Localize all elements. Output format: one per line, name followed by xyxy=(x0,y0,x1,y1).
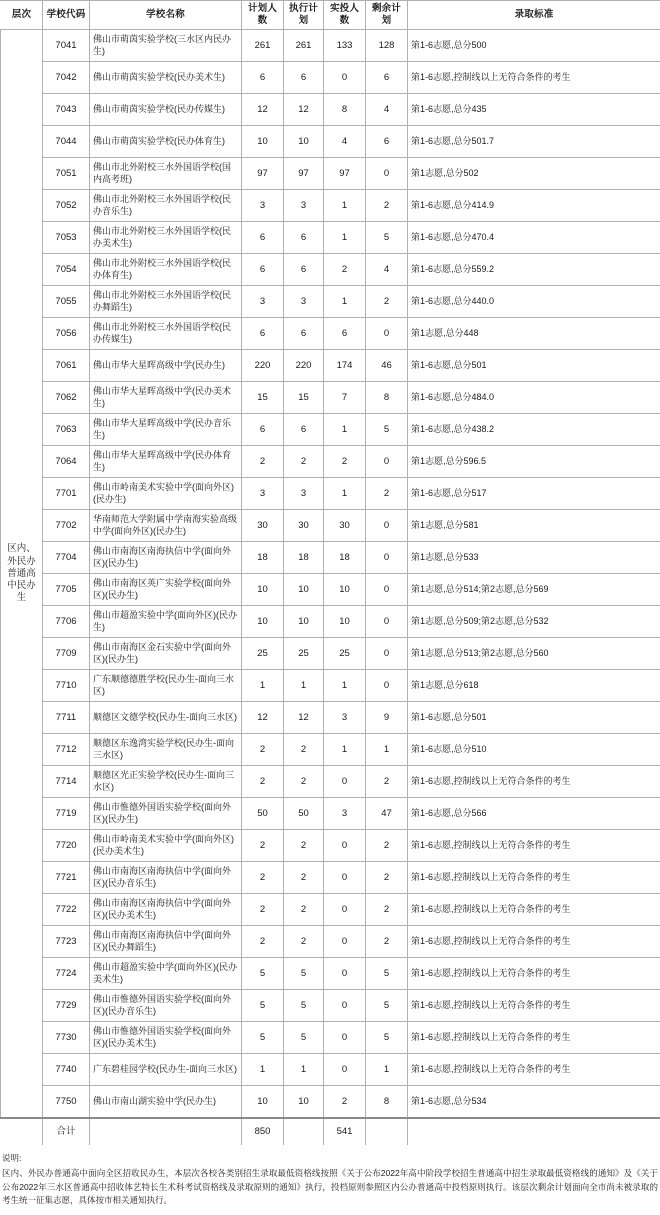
school-name-cell: 佛山市萌茵实验学校(民办体育生) xyxy=(90,126,242,158)
exec-plan-cell: 18 xyxy=(284,542,324,574)
school-code-cell: 7056 xyxy=(43,318,90,350)
table-row xyxy=(1,190,660,222)
admission-criteria-cell: 第1-6志愿,控制线以上无符合条件的考生 xyxy=(408,830,660,862)
school-name-cell: 佛山市惟德外国语实验学校(面向外区)(民办音乐生) xyxy=(90,990,242,1022)
school-code-cell: 7750 xyxy=(43,1086,90,1119)
actual-count-cell: 0 xyxy=(324,926,366,958)
actual-count-cell: 10 xyxy=(324,606,366,638)
exec-plan-cell: 2 xyxy=(284,862,324,894)
admission-criteria-cell: 第1-6志愿,总分517 xyxy=(408,478,660,510)
admission-criteria-cell: 第1-6志愿,总分438.2 xyxy=(408,414,660,446)
table-row xyxy=(1,958,660,990)
total-name-cell xyxy=(90,1118,242,1146)
table-row xyxy=(1,1086,660,1119)
school-code-cell: 7709 xyxy=(43,638,90,670)
table-row xyxy=(1,830,660,862)
plan-count-cell: 2 xyxy=(242,446,284,478)
school-name-cell: 佛山市南海区南海执信中学(面向外区)(民办美术生) xyxy=(90,894,242,926)
exec-plan-cell: 12 xyxy=(284,94,324,126)
remaining-plan-cell: 2 xyxy=(366,478,408,510)
remaining-plan-cell: 1 xyxy=(366,734,408,766)
school-name-cell: 佛山市北外附校三水外国语学校(民办音乐生) xyxy=(90,190,242,222)
remaining-plan-cell: 5 xyxy=(366,1022,408,1054)
school-code-cell: 7044 xyxy=(43,126,90,158)
table-row xyxy=(1,702,660,734)
column-header-left: 剩余计划 xyxy=(366,1,408,30)
school-name-cell: 顺德区东逸湾实验学校(民办生-面向三水区) xyxy=(90,734,242,766)
actual-count-cell: 8 xyxy=(324,94,366,126)
table-row xyxy=(1,574,660,606)
remaining-plan-cell: 1 xyxy=(366,1054,408,1086)
plan-count-cell: 6 xyxy=(242,414,284,446)
remaining-plan-cell: 2 xyxy=(366,830,408,862)
exec-plan-cell: 2 xyxy=(284,830,324,862)
actual-count-cell: 174 xyxy=(324,350,366,382)
school-name-cell: 佛山市萌茵实验学校(民办美术生) xyxy=(90,62,242,94)
exec-plan-cell: 220 xyxy=(284,350,324,382)
school-name-cell: 顺德区文德学校(民办生-面向三水区) xyxy=(90,702,242,734)
exec-plan-cell: 3 xyxy=(284,478,324,510)
exec-plan-cell: 6 xyxy=(284,222,324,254)
remaining-plan-cell: 0 xyxy=(366,574,408,606)
school-code-cell: 7730 xyxy=(43,1022,90,1054)
notes-body: 区内、外民办普通高中面向全区招收民办生，本层次各校各类别招生录取最低资格线按照《关于公布2022年高中阶段学校招生普通高中招生录取最低资格线的通知》及《关于公布2022年三水区普通高中招收体艺特长生术科考试资格线及录取原则的通知》执行，投档原则参照区内公办普通高中投档原则执行。该层次剩余计划面向全市尚未被录取的考生统一征集志愿，具体按市相关通知执行。 xyxy=(2,1167,658,1207)
plan-count-cell: 18 xyxy=(242,542,284,574)
school-name-cell: 佛山市萌茵实验学校(三水区内民办生) xyxy=(90,30,242,62)
total-criteria-cell xyxy=(408,1118,660,1146)
table-row xyxy=(1,94,660,126)
exec-plan-cell: 5 xyxy=(284,1022,324,1054)
school-name-cell: 佛山市北外附校三水外国语学校(民办舞蹈生) xyxy=(90,286,242,318)
table-row xyxy=(1,766,660,798)
notes-title: 说明: xyxy=(2,1152,658,1165)
school-name-cell: 佛山市华大星晖高级中学(民办生) xyxy=(90,350,242,382)
school-code-cell: 7062 xyxy=(43,382,90,414)
column-header-actual: 实投人数 xyxy=(324,1,366,30)
plan-count-cell: 2 xyxy=(242,862,284,894)
school-name-cell: 佛山市岭南美术实验中学(面向外区)(民办生) xyxy=(90,478,242,510)
admission-criteria-cell: 第1-6志愿,总分566 xyxy=(408,798,660,830)
plan-count-cell: 10 xyxy=(242,126,284,158)
admission-criteria-cell: 第1志愿,总分533 xyxy=(408,542,660,574)
school-name-cell: 顺德区光正实验学校(民办生-面向三水区) xyxy=(90,766,242,798)
school-code-cell: 7043 xyxy=(43,94,90,126)
admission-criteria-cell: 第1志愿,总分618 xyxy=(408,670,660,702)
actual-count-cell: 1 xyxy=(324,414,366,446)
actual-count-cell: 25 xyxy=(324,638,366,670)
total-label-cell: 合计 xyxy=(43,1118,90,1146)
admission-criteria-cell: 第1-6志愿,总分534 xyxy=(408,1086,660,1119)
actual-count-cell: 4 xyxy=(324,126,366,158)
school-name-cell: 佛山市萌茵实验学校(民办传媒生) xyxy=(90,94,242,126)
table-row xyxy=(1,350,660,382)
remaining-plan-cell: 0 xyxy=(366,510,408,542)
plan-count-cell: 6 xyxy=(242,222,284,254)
exec-plan-cell: 2 xyxy=(284,894,324,926)
admission-criteria-cell: 第1-6志愿,控制线以上无符合条件的考生 xyxy=(408,1054,660,1086)
table-row xyxy=(1,382,660,414)
plan-count-cell: 10 xyxy=(242,1086,284,1119)
table-row xyxy=(1,478,660,510)
table-row xyxy=(1,990,660,1022)
notes-block xyxy=(0,1146,660,1215)
plan-count-cell: 2 xyxy=(242,766,284,798)
plan-count-cell: 6 xyxy=(242,62,284,94)
total-plan-cell: 850 xyxy=(242,1118,284,1146)
actual-count-cell: 1 xyxy=(324,222,366,254)
school-name-cell: 佛山市华大星晖高级中学(民办音乐生) xyxy=(90,414,242,446)
school-name-cell: 佛山市北外附校三水外国语学校(国内高考班) xyxy=(90,158,242,190)
exec-plan-cell: 10 xyxy=(284,574,324,606)
admission-criteria-cell: 第1-6志愿,总分510 xyxy=(408,734,660,766)
remaining-plan-cell: 5 xyxy=(366,414,408,446)
admission-criteria-cell: 第1-6志愿,总分559.2 xyxy=(408,254,660,286)
exec-plan-cell: 15 xyxy=(284,382,324,414)
admission-criteria-cell: 第1志愿,总分509;第2志愿,总分532 xyxy=(408,606,660,638)
school-name-cell: 佛山市超盈实验中学(面向外区)(民办生) xyxy=(90,606,242,638)
admission-criteria-cell: 第1-6志愿,控制线以上无符合条件的考生 xyxy=(408,862,660,894)
table-row xyxy=(1,414,660,446)
remaining-plan-cell: 0 xyxy=(366,638,408,670)
school-name-cell: 佛山市南海区英广实验学校(面向外区)(民办生) xyxy=(90,574,242,606)
column-header-plan: 计划人数 xyxy=(242,1,284,30)
plan-count-cell: 2 xyxy=(242,734,284,766)
table-row xyxy=(1,894,660,926)
admission-criteria-cell: 第1-6志愿,总分501.7 xyxy=(408,126,660,158)
actual-count-cell: 2 xyxy=(324,446,366,478)
exec-plan-cell: 3 xyxy=(284,190,324,222)
remaining-plan-cell: 8 xyxy=(366,382,408,414)
actual-count-cell: 0 xyxy=(324,990,366,1022)
remaining-plan-cell: 128 xyxy=(366,30,408,62)
column-header-exec: 执行计划 xyxy=(284,1,324,30)
school-code-cell: 7723 xyxy=(43,926,90,958)
actual-count-cell: 3 xyxy=(324,798,366,830)
exec-plan-cell: 3 xyxy=(284,286,324,318)
admission-criteria-cell: 第1-6志愿,总分435 xyxy=(408,94,660,126)
actual-count-cell: 2 xyxy=(324,1086,366,1119)
exec-plan-cell: 2 xyxy=(284,446,324,478)
actual-count-cell: 30 xyxy=(324,510,366,542)
admission-criteria-cell: 第1-6志愿,总分440.0 xyxy=(408,286,660,318)
remaining-plan-cell: 2 xyxy=(366,766,408,798)
school-code-cell: 7740 xyxy=(43,1054,90,1086)
plan-count-cell: 5 xyxy=(242,990,284,1022)
plan-count-cell: 220 xyxy=(242,350,284,382)
plan-count-cell: 12 xyxy=(242,702,284,734)
remaining-plan-cell: 2 xyxy=(366,862,408,894)
exec-plan-cell: 261 xyxy=(284,30,324,62)
school-name-cell: 佛山市南海区南海执信中学(面向外区)(民办舞蹈生) xyxy=(90,926,242,958)
school-code-cell: 7720 xyxy=(43,830,90,862)
plan-count-cell: 6 xyxy=(242,318,284,350)
exec-plan-cell: 5 xyxy=(284,958,324,990)
plan-count-cell: 10 xyxy=(242,574,284,606)
table-body xyxy=(1,30,660,1146)
actual-count-cell: 0 xyxy=(324,894,366,926)
remaining-plan-cell: 0 xyxy=(366,670,408,702)
remaining-plan-cell: 0 xyxy=(366,606,408,638)
plan-count-cell: 2 xyxy=(242,926,284,958)
remaining-plan-cell: 46 xyxy=(366,350,408,382)
actual-count-cell: 0 xyxy=(324,830,366,862)
admission-criteria-cell: 第1-6志愿,控制线以上无符合条件的考生 xyxy=(408,926,660,958)
actual-count-cell: 6 xyxy=(324,318,366,350)
actual-count-cell: 0 xyxy=(324,62,366,94)
school-name-cell: 佛山市北外附校三水外国语学校(民办体育生) xyxy=(90,254,242,286)
total-actual-cell: 541 xyxy=(324,1118,366,1146)
school-code-cell: 7064 xyxy=(43,446,90,478)
remaining-plan-cell: 0 xyxy=(366,542,408,574)
school-code-cell: 7052 xyxy=(43,190,90,222)
school-code-cell: 7704 xyxy=(43,542,90,574)
remaining-plan-cell: 47 xyxy=(366,798,408,830)
school-name-cell: 佛山市华大星晖高级中学(民办美术生) xyxy=(90,382,242,414)
school-code-cell: 7042 xyxy=(43,62,90,94)
admission-criteria-cell: 第1-6志愿,控制线以上无符合条件的考生 xyxy=(408,1022,660,1054)
admission-criteria-cell: 第1志愿,总分448 xyxy=(408,318,660,350)
school-name-cell: 佛山市华大星晖高级中学(民办体育生) xyxy=(90,446,242,478)
school-name-cell: 佛山市惟德外国语实验学校(面向外区)(民办美术生) xyxy=(90,1022,242,1054)
admission-criteria-cell: 第1-6志愿,控制线以上无符合条件的考生 xyxy=(408,62,660,94)
actual-count-cell: 0 xyxy=(324,766,366,798)
school-name-cell: 佛山市超盈实验中学(面向外区)(民办美术生) xyxy=(90,958,242,990)
admission-criteria-cell: 第1志愿,总分514;第2志愿,总分569 xyxy=(408,574,660,606)
school-code-cell: 7724 xyxy=(43,958,90,990)
school-name-cell: 佛山市惟德外国语实验学校(面向外区)(民办生) xyxy=(90,798,242,830)
column-header-name: 学校名称 xyxy=(90,1,242,30)
school-name-cell: 广东顺德德胜学校(民办生-面向三水区) xyxy=(90,670,242,702)
admission-criteria-cell: 第1-6志愿,总分501 xyxy=(408,350,660,382)
remaining-plan-cell: 6 xyxy=(366,62,408,94)
table-row xyxy=(1,670,660,702)
remaining-plan-cell: 4 xyxy=(366,94,408,126)
school-name-cell: 佛山市北外附校三水外国语学校(民办传媒生) xyxy=(90,318,242,350)
admission-criteria-cell: 第1-6志愿,控制线以上无符合条件的考生 xyxy=(408,990,660,1022)
school-code-cell: 7705 xyxy=(43,574,90,606)
table-row xyxy=(1,30,660,62)
remaining-plan-cell: 9 xyxy=(366,702,408,734)
plan-count-cell: 6 xyxy=(242,254,284,286)
admission-criteria-cell: 第1-6志愿,总分470.4 xyxy=(408,222,660,254)
actual-count-cell: 1 xyxy=(324,670,366,702)
table-total-row xyxy=(1,1118,660,1146)
remaining-plan-cell: 2 xyxy=(366,894,408,926)
exec-plan-cell: 10 xyxy=(284,1086,324,1119)
admission-criteria-cell: 第1-6志愿,控制线以上无符合条件的考生 xyxy=(408,958,660,990)
table-row xyxy=(1,318,660,350)
admission-criteria-cell: 第1-6志愿,控制线以上无符合条件的考生 xyxy=(408,766,660,798)
exec-plan-cell: 1 xyxy=(284,1054,324,1086)
table-row xyxy=(1,1022,660,1054)
school-code-cell: 7712 xyxy=(43,734,90,766)
school-code-cell: 7729 xyxy=(43,990,90,1022)
plan-count-cell: 12 xyxy=(242,94,284,126)
school-name-cell: 广东碧桂园学校(民办生-面向三水区) xyxy=(90,1054,242,1086)
table-row xyxy=(1,862,660,894)
plan-count-cell: 10 xyxy=(242,606,284,638)
total-exec-cell xyxy=(284,1118,324,1146)
table-row xyxy=(1,254,660,286)
table-row xyxy=(1,126,660,158)
exec-plan-cell: 50 xyxy=(284,798,324,830)
plan-count-cell: 2 xyxy=(242,894,284,926)
remaining-plan-cell: 8 xyxy=(366,1086,408,1119)
table-row xyxy=(1,158,660,190)
exec-plan-cell: 10 xyxy=(284,126,324,158)
plan-count-cell: 15 xyxy=(242,382,284,414)
plan-count-cell: 50 xyxy=(242,798,284,830)
school-code-cell: 7051 xyxy=(43,158,90,190)
actual-count-cell: 1 xyxy=(324,190,366,222)
actual-count-cell: 97 xyxy=(324,158,366,190)
table-row xyxy=(1,222,660,254)
exec-plan-cell: 25 xyxy=(284,638,324,670)
admission-criteria-cell: 第1志愿,总分502 xyxy=(408,158,660,190)
table-row xyxy=(1,286,660,318)
plan-count-cell: 5 xyxy=(242,1022,284,1054)
table-row xyxy=(1,510,660,542)
column-header-tier: 层次 xyxy=(1,1,43,30)
exec-plan-cell: 2 xyxy=(284,734,324,766)
table-row xyxy=(1,446,660,478)
plan-count-cell: 1 xyxy=(242,1054,284,1086)
school-code-cell: 7061 xyxy=(43,350,90,382)
actual-count-cell: 0 xyxy=(324,1054,366,1086)
exec-plan-cell: 97 xyxy=(284,158,324,190)
admission-criteria-cell: 第1-6志愿,总分414.9 xyxy=(408,190,660,222)
exec-plan-cell: 2 xyxy=(284,766,324,798)
column-header-criteria: 录取标准 xyxy=(408,1,660,30)
plan-count-cell: 25 xyxy=(242,638,284,670)
school-name-cell: 佛山市南海区金石实验中学(面向外区)(民办生) xyxy=(90,638,242,670)
school-name-cell: 佛山市南海区南海执信中学(面向外区)(民办音乐生) xyxy=(90,862,242,894)
plan-count-cell: 2 xyxy=(242,830,284,862)
exec-plan-cell: 6 xyxy=(284,318,324,350)
plan-count-cell: 3 xyxy=(242,190,284,222)
remaining-plan-cell: 0 xyxy=(366,318,408,350)
school-name-cell: 佛山市岭南美术实验中学(面向外区)(民办美术生) xyxy=(90,830,242,862)
admission-criteria-cell: 第1-6志愿,控制线以上无符合条件的考生 xyxy=(408,894,660,926)
header-row xyxy=(1,1,660,30)
table-row xyxy=(1,798,660,830)
remaining-plan-cell: 5 xyxy=(366,222,408,254)
actual-count-cell: 0 xyxy=(324,1022,366,1054)
table-header xyxy=(1,1,660,30)
school-code-cell: 7055 xyxy=(43,286,90,318)
school-code-cell: 7722 xyxy=(43,894,90,926)
remaining-plan-cell: 2 xyxy=(366,286,408,318)
table-row xyxy=(1,62,660,94)
remaining-plan-cell: 5 xyxy=(366,990,408,1022)
school-name-cell: 佛山市北外附校三水外国语学校(民办美术生) xyxy=(90,222,242,254)
school-code-cell: 7719 xyxy=(43,798,90,830)
actual-count-cell: 7 xyxy=(324,382,366,414)
admission-criteria-cell: 第1-6志愿,总分500 xyxy=(408,30,660,62)
school-code-cell: 7714 xyxy=(43,766,90,798)
actual-count-cell: 1 xyxy=(324,286,366,318)
admission-criteria-cell: 第1志愿,总分513;第2志愿,总分560 xyxy=(408,638,660,670)
school-code-cell: 7721 xyxy=(43,862,90,894)
exec-plan-cell: 6 xyxy=(284,254,324,286)
remaining-plan-cell: 6 xyxy=(366,126,408,158)
total-remaining-cell xyxy=(366,1118,408,1146)
school-name-cell: 华南师范大学附属中学南海实验高级中学(面向外区)(民办生) xyxy=(90,510,242,542)
admission-criteria-cell: 第1志愿,总分596.5 xyxy=(408,446,660,478)
exec-plan-cell: 30 xyxy=(284,510,324,542)
school-code-cell: 7706 xyxy=(43,606,90,638)
actual-count-cell: 18 xyxy=(324,542,366,574)
school-name-cell: 佛山市南海区南海执信中学(面向外区)(民办生) xyxy=(90,542,242,574)
plan-count-cell: 1 xyxy=(242,670,284,702)
exec-plan-cell: 2 xyxy=(284,926,324,958)
admission-criteria-cell: 第1志愿,总分581 xyxy=(408,510,660,542)
remaining-plan-cell: 5 xyxy=(366,958,408,990)
table-row xyxy=(1,1054,660,1086)
exec-plan-cell: 5 xyxy=(284,990,324,1022)
total-tier-cell xyxy=(1,1118,43,1146)
remaining-plan-cell: 4 xyxy=(366,254,408,286)
actual-count-cell: 2 xyxy=(324,254,366,286)
plan-count-cell: 97 xyxy=(242,158,284,190)
plan-count-cell: 261 xyxy=(242,30,284,62)
table-row xyxy=(1,926,660,958)
table-row xyxy=(1,542,660,574)
plan-count-cell: 30 xyxy=(242,510,284,542)
school-code-cell: 7701 xyxy=(43,478,90,510)
plan-count-cell: 5 xyxy=(242,958,284,990)
actual-count-cell: 0 xyxy=(324,862,366,894)
school-code-cell: 7041 xyxy=(43,30,90,62)
table-row xyxy=(1,734,660,766)
school-name-cell: 佛山市南山湖实验中学(民办生) xyxy=(90,1086,242,1119)
exec-plan-cell: 6 xyxy=(284,62,324,94)
column-header-code: 学校代码 xyxy=(43,1,90,30)
table-row xyxy=(1,638,660,670)
school-code-cell: 7053 xyxy=(43,222,90,254)
school-code-cell: 7710 xyxy=(43,670,90,702)
exec-plan-cell: 12 xyxy=(284,702,324,734)
remaining-plan-cell: 0 xyxy=(366,158,408,190)
plan-count-cell: 3 xyxy=(242,286,284,318)
exec-plan-cell: 10 xyxy=(284,606,324,638)
school-code-cell: 7711 xyxy=(43,702,90,734)
admission-criteria-cell: 第1-6志愿,总分501 xyxy=(408,702,660,734)
remaining-plan-cell: 0 xyxy=(366,446,408,478)
remaining-plan-cell: 2 xyxy=(366,926,408,958)
actual-count-cell: 1 xyxy=(324,734,366,766)
school-code-cell: 7054 xyxy=(43,254,90,286)
actual-count-cell: 10 xyxy=(324,574,366,606)
school-code-cell: 7063 xyxy=(43,414,90,446)
exec-plan-cell: 6 xyxy=(284,414,324,446)
tier-label-cell: 区内、外民办普通高中民办生 xyxy=(1,30,43,1119)
table-row xyxy=(1,606,660,638)
actual-count-cell: 0 xyxy=(324,958,366,990)
exec-plan-cell: 1 xyxy=(284,670,324,702)
actual-count-cell: 1 xyxy=(324,478,366,510)
actual-count-cell: 133 xyxy=(324,30,366,62)
remaining-plan-cell: 2 xyxy=(366,190,408,222)
admission-criteria-cell: 第1-6志愿,总分484.0 xyxy=(408,382,660,414)
plan-count-cell: 3 xyxy=(242,478,284,510)
school-code-cell: 7702 xyxy=(43,510,90,542)
actual-count-cell: 3 xyxy=(324,702,366,734)
